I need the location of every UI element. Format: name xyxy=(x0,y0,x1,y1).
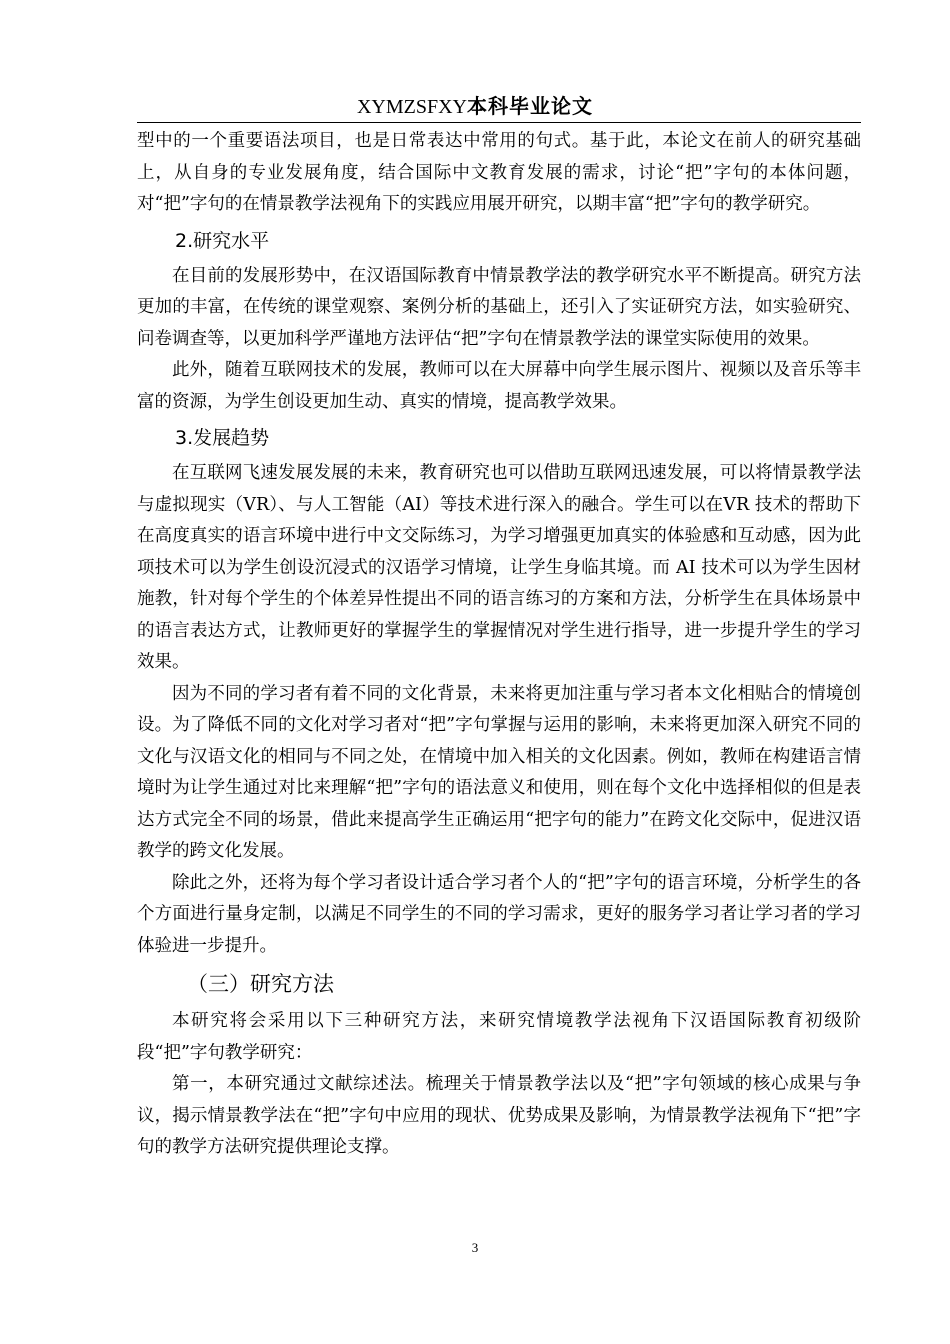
page-header xyxy=(0,91,950,121)
paragraph: 除此之外，还将为每个学习者设计适合学习者个人的“把”字句的语言环境，分析学生的各个方面进行量身定制，以满足不同学生的不同的学习需求，更好的服务学习者让学习者的学习体验进一步提升。 xyxy=(137,872,861,956)
page-number: 3 xyxy=(471,1240,479,1255)
paragraph: 在互联网飞速发展发展的未来，教育研究也可以借助互联网迅速发展，可以将情景教学法与虚拟现实（VR）、与人工智能（AI）等技术进行深入的融合。学生可以在VR 技术的帮助下在高度真实的语言环境中进行中文交际练习，为学习增强更加真实的体验感和互动感，因为此项技术可以为学生创设沉浸式的汉语学习情境，让学生身临其境。而 AI 技术可以为学生因材施教，针对每个学生的个体差异性提出不同的语言练习的方案和方法，分析学生在具体场景中的语言表达方式，让教师更好的掌握学生的掌握情况对学生进行指导，进一步提升学生的学习效果。 xyxy=(137,463,861,672)
header-code: XYMZSFXY xyxy=(356,96,468,118)
paragraph: 因为不同的学习者有着不同的文化背景，未来将更加注重与学习者本文化相贴合的情境创设。为了降低不同的文化对学习者对“把”字句掌握与运用的影响，未来将更加深入研究不同的文化与汉语文化的相同与不同之处，在情境中加入相关的文化因素。例如，教师在构建语言情境时为让学生通过对比来理解“把”字句的语法意义和使用，则在每个文化中选择相似的但是表达方式完全不同的场景，借此来提高学生正确运用“把字句的能力”在跨文化交际中，促进汉语教学的跨文化发展。 xyxy=(137,683,861,861)
header-title: 本科毕业论文 xyxy=(467,94,594,118)
paragraph: 本研究将会采用以下三种研究方法，来研究情境教学法视角下汉语国际教育初级阶段“把”字句教学研究： xyxy=(137,1011,861,1063)
header-divider xyxy=(137,122,861,123)
paragraph: 此外，随着互联网技术的发展，教师可以在大屏幕中向学生展示图片、视频以及音乐等丰富的资源，为学生创设更加生动、真实的情境，提高教学效果。 xyxy=(137,360,861,412)
paragraph: 在目前的发展形势中，在汉语国际教育中情景教学法的教学研究水平不断提高。研究方法更加的丰富，在传统的课堂观察、案例分析的基础上，还引入了实证研究方法，如实验研究、问卷调查等，以更加科学严谨地方法评估“把”字句在情景教学法的课堂实际使用的效果。 xyxy=(137,265,861,349)
section-heading-methods: （三）研究方法 xyxy=(187,972,334,996)
section-heading-trend: 3.发展趋势 xyxy=(175,427,270,449)
paragraph-continuation: 型中的一个重要语法项目，也是日常表达中常用的句式。基于此，本论文在前人的研究基础上，从自身的专业发展角度，结合国际中文教育发展的需求，讨论“把”字句的本体问题，对“把”字句的在情景教学法视角下的实践应用展开研究，以期丰富“把”字句的教学研究。 xyxy=(137,131,861,214)
paragraph: 第一，本研究通过文献综述法。梳理关于情景教学法以及“把”字句领域的核心成果与争议，揭示情景教学法在“把”字句中应用的现状、优势成果及影响，为情景教学法视角下“把”字句的教学方法研究提供理论支撑。 xyxy=(137,1074,861,1157)
page-body xyxy=(137,126,861,1164)
section-heading-research-level: 2.研究水平 xyxy=(175,229,270,252)
